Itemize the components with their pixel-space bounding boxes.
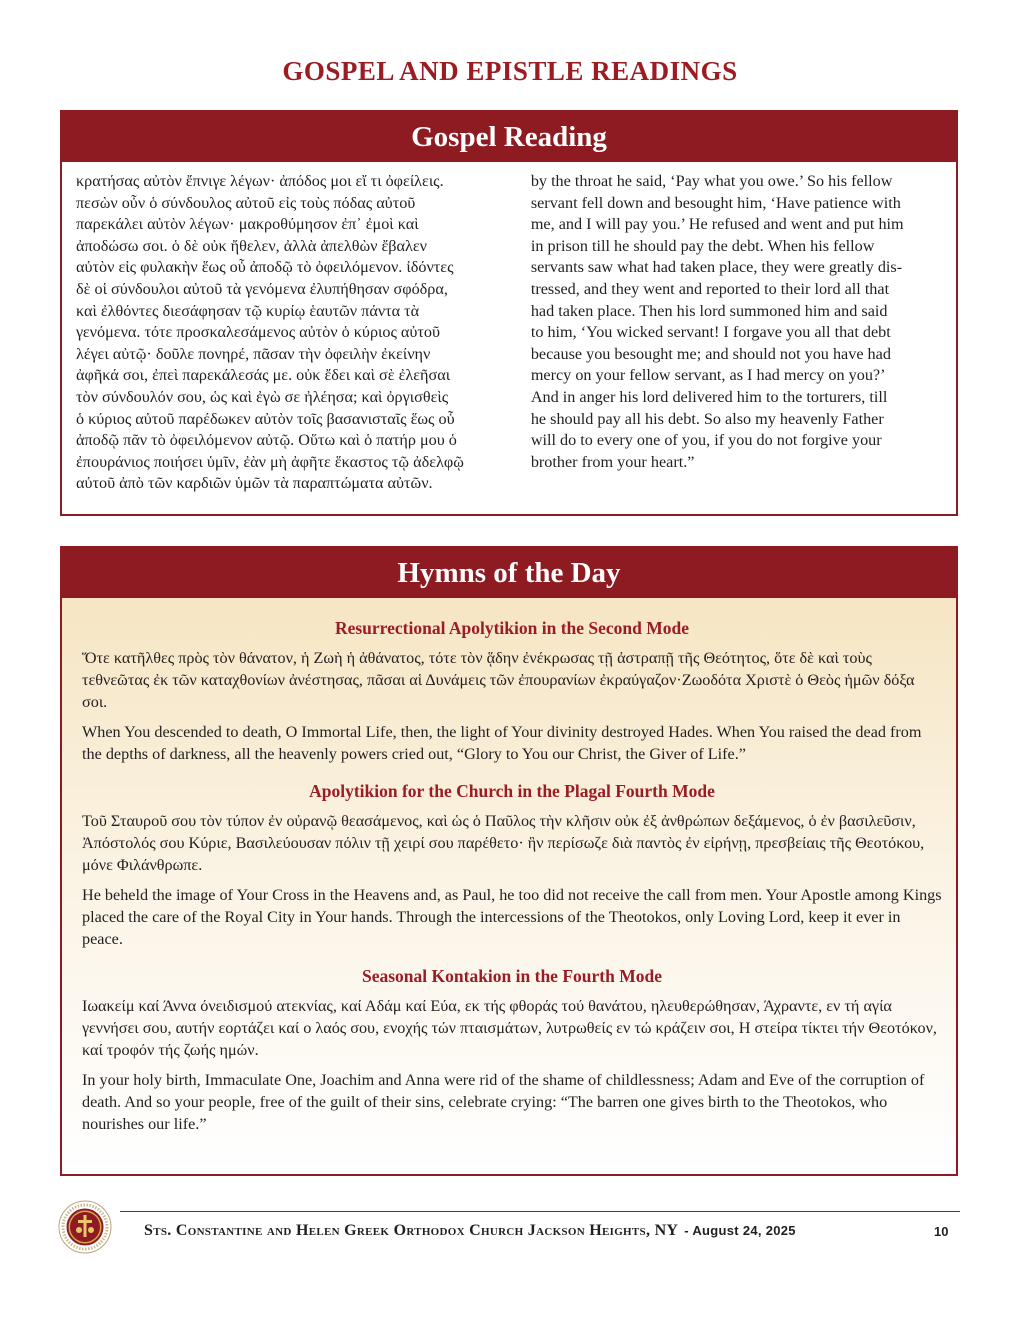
hymn-title: Resurrectional Apolytikion in the Second Mode [334, 618, 690, 638]
hymn-greek-text: Ιωακείμ καί Άννα όνειδισμού ατεκνίας, καί Αδάμ καί Εύα, εκ τής φθοράς τού θανάτου, ηλευθερώθησαν, Άχραντε, εν τή αγία γεννήσει σου, αυτήν εορτάζει καί ο λαός σου, ενοχής τών πταισμάτων, λυτρωθείς εν τώ κράζειν σοι, Η στείρα τίκτει τήν Θεοτόκον, καί τροφόν τής ζωής ημών. [82, 997, 937, 1059]
text-line: will do to every one of you, if you do not forgive your [530, 431, 882, 450]
text-line: had taken place. Then his lord summoned him and said [530, 301, 888, 320]
text-line: tressed, and they went and reported to their lord all that [530, 279, 890, 298]
bulletin-date: - August 24, 2025 [684, 1223, 796, 1238]
text-line: πεσὼν οὖν ὁ σύνδουλος αὐτοῦ εἰς τοὺς πόδας αὐτοῦ [76, 193, 416, 212]
text-line: he should pay all his debt. So also my heavenly Father [530, 409, 884, 428]
gospel-english-text [517, 171, 942, 495]
text-line: ὁ κύριος αὐτοῦ παρέδωκεν αὐτὸν τοῖς βασανισταῖς ἕως οὗ [76, 409, 455, 428]
text-line: ἀποδώσω σοι. ὁ δὲ οὐκ ἤθελεν, ἀλλὰ ἀπελθὼν ἔβαλεν [76, 236, 427, 255]
text-line: αὐτοῦ ἀπὸ τῶν καρδιῶν ὑμῶν τὰ παραπτώματα αὐτῶν. [76, 474, 433, 493]
hymn-item [82, 618, 942, 765]
page-number: 10 [934, 1224, 949, 1239]
text-line: to him, ‘You wicked servant! I forgave you all that debt [530, 323, 891, 342]
gospel-greek-text [76, 171, 517, 495]
hymn-greek-text: Τοῦ Σταυροῦ σου τὸν τύπον ἐν οὐρανῷ θεασάμενος, καὶ ὡς ὁ Παῦλος τὴν κλῆσιν οὐκ ἐξ ἀνθρώπων δεξάμενος, ὁ ἐν βασιλεῦσιν, Ἀπόστολός σου Κύριε, Βασιλεύουσαν πόλιν τῇ χειρί σου παρέθετο· ἣν περίσωζε διὰ παντὸς ἐν εἰρήνῃ, πρεσβείαις τῆς Θεοτόκου, μόνε Φιλάνθρωπε. [82, 812, 925, 874]
text-line: in prison till he should pay the debt. When his fellow [530, 236, 875, 255]
church-seal-icon [58, 1200, 112, 1254]
text-line: servant fell down and besought him, ‘Have patience with [530, 193, 901, 212]
text-line: And in anger his lord delivered him to the torturers, till [530, 387, 888, 406]
text-line: servants saw what had taken place, they were greatly dis- [530, 258, 903, 277]
hymn-title: Seasonal Kontakion in the Fourth Mode [362, 966, 662, 986]
hymn-title: Apolytikion for the Church in the Plagal Fourth Mode [309, 781, 715, 801]
text-line: καὶ ἐλθόντες διεσάφησαν τῷ κυρίῳ ἑαυτῶν πάντα τὰ [76, 301, 420, 320]
church-name: Sts. Constantine and Helen Greek Orthodox Church Jackson Heights, NY [144, 1222, 679, 1239]
text-line: brother from your heart.” [530, 452, 695, 471]
text-line: λέγει αὐτῷ· δοῦλε πονηρέ, πᾶσαν τὴν ὀφειλὴν ἐκείνην [76, 344, 431, 363]
text-line: δὲ οἱ σύνδουλοι αὐτοῦ τὰ γενόμενα ἐλυπήθησαν σφόδρα, [76, 279, 448, 298]
text-line: mercy on your fellow servant, as I had mercy on you?’ [530, 366, 886, 385]
text-line: κρατήσας αὐτὸν ἔπνιγε λέγων· ἀπόδος μοι εἴ τι ὀφείλεις. [76, 172, 444, 190]
text-line: γενόμενα. τότε προσκαλεσάμενος αὐτὸν ὁ κύριος αὐτοῦ [76, 323, 441, 342]
text-line: αὐτὸν εἰς φυλακὴν ἕως οὗ ἀποδῷ τὸ ὀφειλόμενον. ἰδόντες [76, 258, 454, 277]
text-line: παρεκάλει αὐτὸν λέγων· μακροθύμησον ἐπ᾿ ἐμοὶ καὶ [76, 215, 419, 234]
gospel-reading-heading: Gospel Reading [62, 112, 956, 162]
text-line: because you besought me; and should not you have had [530, 344, 891, 363]
gospel-reading-section [60, 110, 958, 516]
text-line: τὸν σύνδουλόν σου, ὡς καὶ ἐγὼ σε ἠλέησα; καὶ ὀργισθεὶς [76, 387, 449, 406]
hymns-section [60, 546, 958, 1176]
page-title: GOSPEL AND EPISTLE READINGS [282, 56, 738, 86]
hymn-english-text: In your holy birth, Immaculate One, Joachim and Anna were rid of the shame of childlessness; Adam and Eve of the corruption of death. And so your people, free of the guilt of their sins, celebrate crying: “The barren one gives birth to the Theotokos, who nourishes our life.” [82, 1071, 925, 1133]
hymn-english-text: He beheld the image of Your Cross in the Heavens and, as Paul, he too did not receive the call from men. Your Apostle among Kings placed the care of the Royal City in Your hands. Through the intercessions of the Theotokos, only Loving Lord, keep it ever in peace. [82, 886, 942, 948]
text-line: ἐπουράνιος ποιήσει ὑμῖν, ἐὰν μὴ ἀφῆτε ἕκαστος τῷ ἀδελφῷ [76, 452, 464, 471]
hymns-heading: Hymns of the Day [62, 548, 956, 598]
hymn-item [82, 966, 942, 1135]
text-line: by the throat he said, ‘Pay what you owe.’ So his fellow [530, 172, 893, 190]
text-line: ἀποδῷ πᾶν τὸ ὀφειλόμενον αὐτῷ. Οὕτω καὶ ὁ πατήρ μου ὁ [76, 431, 457, 450]
hymn-english-text: When You descended to death, O Immortal Life, then, the light of Your divinity destroyed Hades. When You raised the dead from the depths of darkness, all the heavenly powers cried out, “Glory to You our Christ, the Giver of Life.” [82, 723, 922, 763]
hymn-item [82, 781, 942, 950]
footer-church-name [144, 1222, 796, 1240]
text-line: ἀφῆκά σοι, ἐπεὶ παρεκάλεσάς με. οὐκ ἔδει καὶ σὲ ἐλεῆσαι [76, 366, 451, 385]
text-line: me, and I will pay you.’ He refused and went and put him [530, 215, 904, 234]
hymn-greek-text: Ὅτε κατῆλθες πρὸς τὸν θάνατον, ἡ Ζωὴ ἡ ἀθάνατος, τότε τὸν ᾅδην ἐνέκρωσας τῇ ἀστραπῇ τῆς Θεότητος, ὅτε δὲ καὶ τοὺς τεθνεῶτας ἐκ τῶν καταχθονίων ἀνέστησας, πᾶσαι αἱ Δυνάμεις τῶν ἐπουρανίων ἐκραύγαζον·Ζωοδότα Χριστὲ ὁ Θεὸς ἡμῶν δόξα σοι. [82, 649, 915, 711]
footer-divider [120, 1211, 960, 1212]
